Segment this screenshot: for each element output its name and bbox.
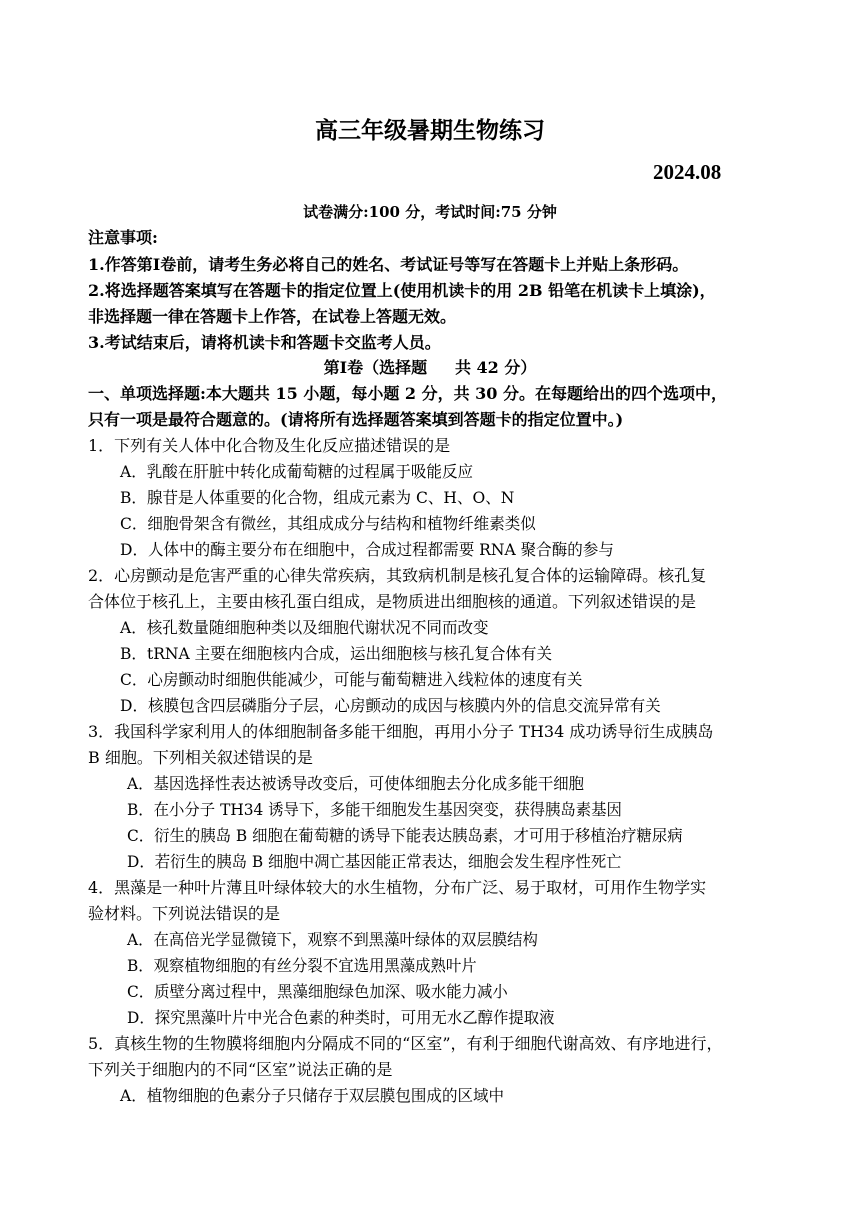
question-stem: 2．心房颤动是危害严重的心律失常疾病，其致病机制是核孔复合体的运输障碍。核孔复 <box>88 566 707 585</box>
section-instructions: 只有一项是最符合题意的。(请将所有选择题答案填到答题卡的指定位置中。) <box>88 410 624 429</box>
exam-date: 2024.08 <box>653 160 722 184</box>
question-option: A．植物细胞的色素分子只储存于双层膜包围成的区域中 <box>120 1086 505 1105</box>
question-option: A．核孔数量随细胞种类以及细胞代谢状况不同而改变 <box>120 618 489 637</box>
question-stem: 合体位于核孔上，主要由核孔蛋白组成，是物质进出细胞核的通道。下列叙述错误的是 <box>88 592 697 611</box>
notes-line: 3.考试结束后，请将机读卡和答题卡交监考人员。 <box>88 333 441 352</box>
question-option: C．心房颤动时细胞供能减少，可能与葡萄糖进入线粒体的速度有关 <box>120 670 583 689</box>
notes-line: 2.将选择题答案填写在答题卡的指定位置上(使用机读卡的用 2B 铅笔在机读卡上填涂)， <box>88 281 716 300</box>
question-option: D．核膜包含四层磷脂分子层，心房颤动的成因与核膜内外的信息交流异常有关 <box>120 696 661 715</box>
exam-info: 试卷满分:100 分，考试时间:75 分钟 <box>303 203 557 221</box>
question-option: B．腺苷是人体重要的化合物，组成元素为 C、H、O、N <box>120 488 515 507</box>
page-title: 高三年级暑期生物练习 <box>315 117 545 144</box>
question-option: B．tRNA 主要在细胞核内合成，运出细胞核与核孔复合体有关 <box>120 644 552 663</box>
question-stem: 验材料。下列说法错误的是 <box>88 904 281 923</box>
question-option: D．人体中的酶主要分布在细胞中，合成过程都需要 RNA 聚合酶的参与 <box>120 540 614 559</box>
question-option: B．在小分子 TH34 诱导下，多能干细胞发生基因突变，获得胰岛素基因 <box>127 800 622 819</box>
question-option: C．衍生的胰岛 B 细胞在葡萄糖的诱导下能表达胰岛素，才可用于移植治疗糖尿病 <box>127 826 683 845</box>
question-stem: 1．下列有关人体中化合物及生化反应描述错误的是 <box>88 436 451 455</box>
question-option: D．若衍生的胰岛 B 细胞中凋亡基因能正常表达，细胞会发生程序性死亡 <box>127 852 622 871</box>
question-option: C．质壁分离过程中，黑藻细胞绿色加深、吸水能力减小 <box>127 982 508 1001</box>
question-option: A．基因选择性表达被诱导改变后，可使体细胞去分化成多能干细胞 <box>127 774 585 793</box>
notes-heading: 注意事项: <box>88 228 158 247</box>
question-stem: 5．真核生物的生物膜将细胞内分隔成不同的“区室”，有利于细胞代谢高效、有序地进行， <box>88 1034 723 1053</box>
question-stem: 下列关于细胞内的不同“区室”说法正确的是 <box>88 1060 393 1079</box>
question-stem: B 细胞。下列相关叙述错误的是 <box>88 748 313 767</box>
question-option: C．细胞骨架含有微丝，其组成成分与结构和植物纤维素类似 <box>120 514 536 533</box>
notes-line: 1.作答第Ⅰ卷前，请考生务必将自己的姓名、考试证号等写在答题卡上并贴上条形码。 <box>88 255 689 274</box>
question-option: B．观察植物细胞的有丝分裂不宜选用黑藻成熟叶片 <box>127 956 477 975</box>
question-stem: 3．我国科学家利用人的体细胞制备多能干细胞，再用小分子 TH34 成功诱导衍生成胰岛 <box>88 722 714 741</box>
question-option: A．乳酸在肝脏中转化成葡萄糖的过程属于吸能反应 <box>120 462 474 481</box>
question-option: A．在高倍光学显微镜下，观察不到黑藻叶绿体的双层膜结构 <box>127 930 538 949</box>
section-title: 第Ⅰ卷（选择题 共 42 分） <box>323 358 537 377</box>
notes-line: 非选择题一律在答题卡上作答，在试卷上答题无效。 <box>88 307 457 326</box>
section-instructions: 一、单项选择题:本大题共 15 小题，每小题 2 分，共 30 分。在每题给出的四个选项中， <box>88 384 727 403</box>
question-stem: 4．黑藻是一种叶片薄且叶绿体较大的水生植物，分布广泛、易于取材，可用作生物学实 <box>88 878 707 897</box>
question-option: D．探究黑藻叶片中光合色素的种类时，可用无水乙醇作提取液 <box>127 1008 555 1027</box>
